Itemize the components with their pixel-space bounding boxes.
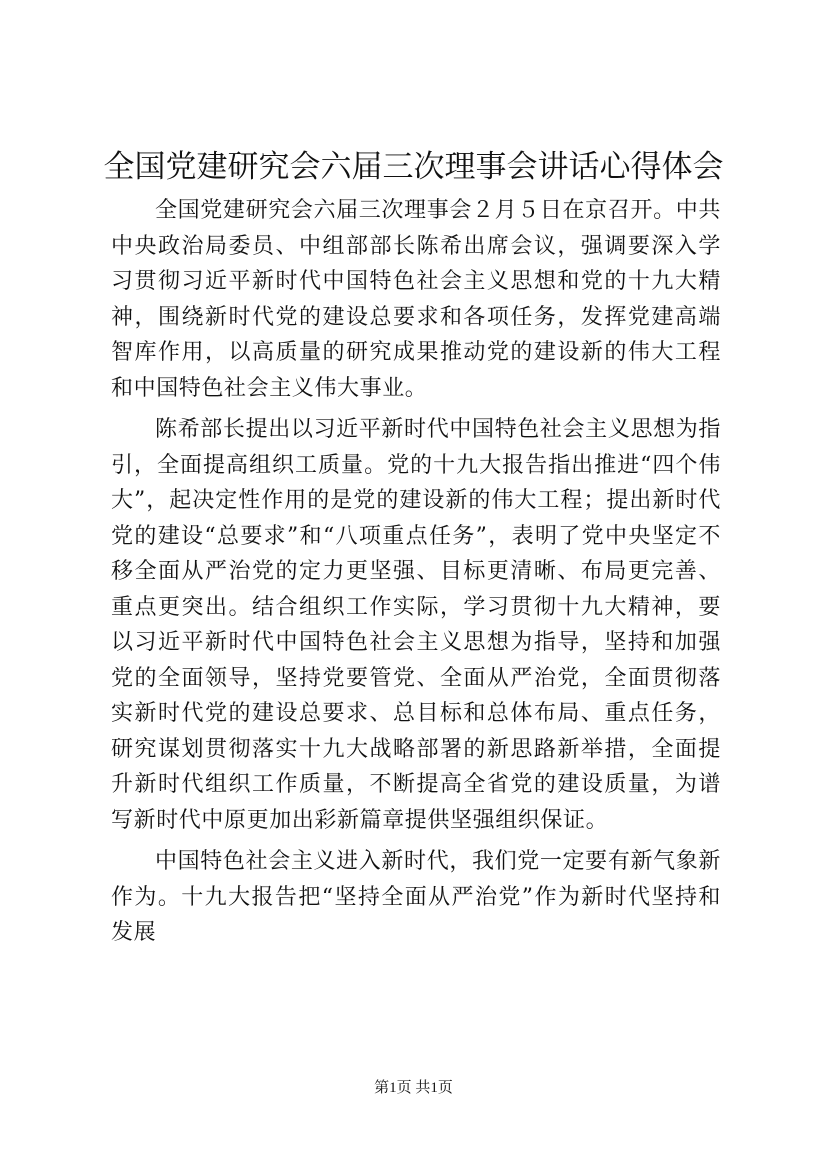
page-footer: 第1页 共1页 [374, 1080, 453, 1096]
paragraph-1: 全国党建研究会六届三次理事会２月５日在京召开。中共中央政治局委员、中组部部长陈希出席会议，强调要深入学习贯彻习近平新时代中国特色社会主义思想和党的十九大精神，围绕新时代党的建设总要求和各项任务，发挥党建高端智库作用，以高质量的研究成果推动党的建设新的伟大工程和中国特色社会主义伟大事业。 [111, 198, 721, 401]
document-body [111, 193, 721, 957]
document-title: 全国党建研究会六届三次理事会讲话心得体会 [103, 149, 724, 185]
paragraph-3: 中国特色社会主义进入新时代，我们党一定要有新气象新作为。十九大报告把“坚持全面从严治党”作为新时代坚持和发展 [111, 849, 721, 945]
paragraph-2: 陈希部长提出以习近平新时代中国特色社会主义思想为指引，全面提高组织工质量。党的十九大报告指出推进“四个伟大”，起决定性作用的是党的建设新的伟大工程；提出新时代党的建设“总要求”和“八项重点任务”，表明了党中央坚定不移全面从严治党的定力更坚强、目标更清晰、布局更完善、重点更突出。结合组织工作实际，学习贯彻十九大精神，要以习近平新时代中国特色社会主义思想为指导，坚持和加强党的全面领导，坚持党要管党、全面从严治党，全面贯彻落实新时代党的建设总要求、总目标和总体布局、重点任务，研究谋划贯彻落实十九大战略部署的新思路新举措，全面提升新时代组织工作质量，不断提高全省党的建设质量，为谱写新时代中原更加出彩新篇章提供坚强组织保证。 [111, 417, 721, 833]
